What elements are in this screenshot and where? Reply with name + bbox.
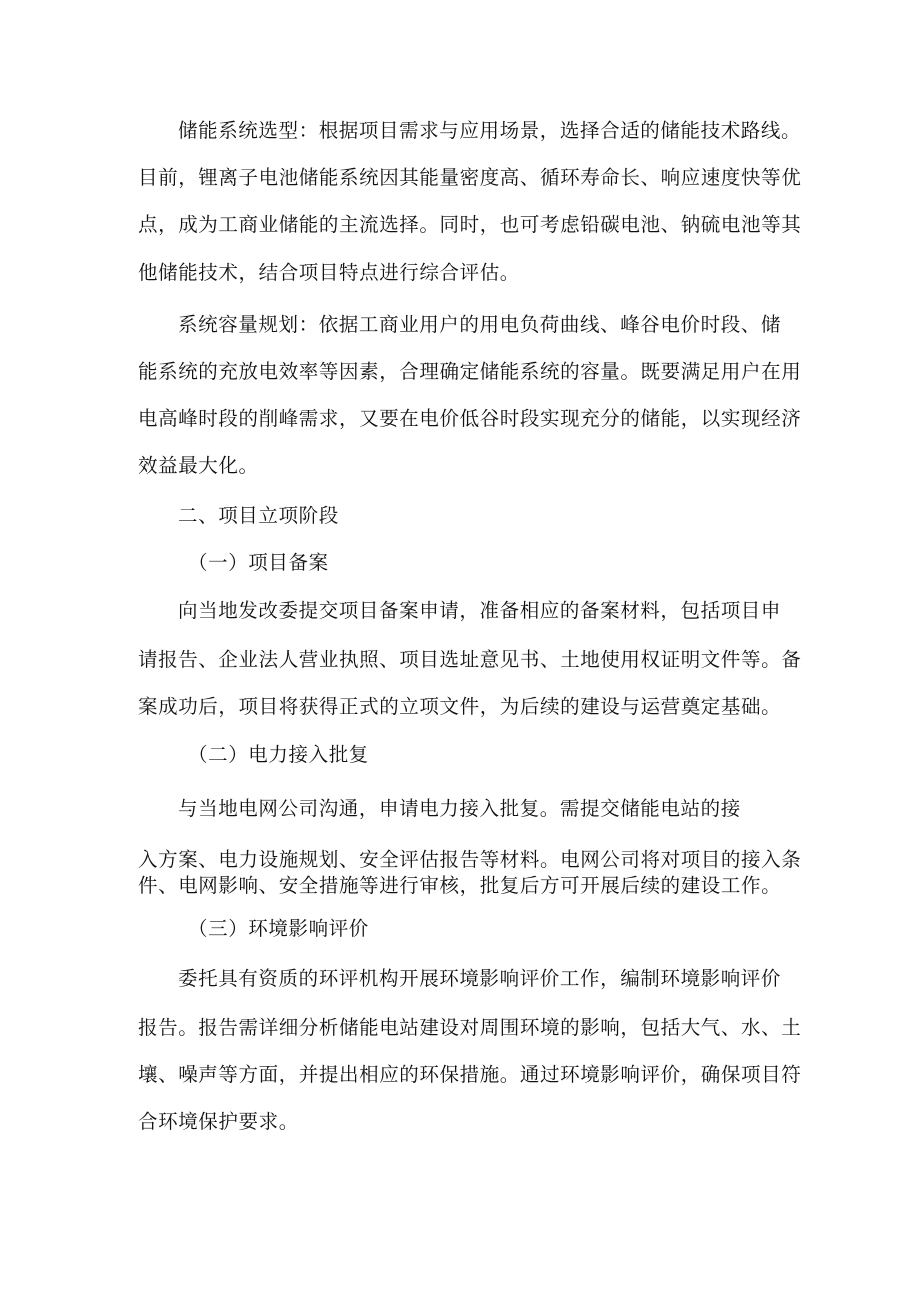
subheading-project-filing: （一）项目备案	[188, 551, 329, 574]
paragraph-1-line-4: 他储能技术，结合项目特点进行综合评估。	[138, 261, 520, 284]
paragraph-2-line-3: 电高峰时段的削峰需求，又要在电价低谷时段实现充分的储能，以实现经济	[138, 407, 802, 430]
subheading-environmental-assessment: （三）环境影响评价	[188, 917, 369, 940]
paragraph-1-line-3: 点，成为工商业储能的主流选择。同时，也可考虑铅碳电池、钠硫电池等其	[138, 213, 802, 236]
paragraph-5-line-1: 委托具有资质的环评机构开展环境影响评价工作，编制环境影响评价	[178, 967, 782, 990]
section-heading: 二、项目立项阶段	[178, 504, 339, 527]
paragraph-5-line-2: 报告。报告需详细分析储能电站建设对周围环境的影响，包括大气、水、土	[138, 1016, 802, 1039]
paragraph-3-line-2: 请报告、企业法人营业执照、项目选址意见书、土地使用权证明文件等。备	[138, 648, 802, 671]
paragraph-5-line-4: 合环境保护要求。	[138, 1110, 299, 1133]
paragraph-2-line-2: 能系统的充放电效率等因素，合理确定储能系统的容量。既要满足用户在用	[138, 360, 802, 383]
paragraph-2-line-1: 系统容量规划：依据工商业用户的用电负荷曲线、峰谷电价时段、储	[178, 313, 782, 336]
paragraph-3-line-1: 向当地发改委提交项目备案申请，准备相应的备案材料，包括项目申	[178, 599, 782, 622]
subheading-grid-access: （二）电力接入批复	[188, 743, 369, 766]
paragraph-4-line-3: 件、电网影响、安全措施等进行审核，批复后方可开展后续的建设工作。	[138, 874, 782, 897]
paragraph-4-line-2: 入方案、电力设施规划、安全评估报告等材料。电网公司将对项目的接入条	[138, 848, 802, 871]
paragraph-5-line-3: 壤、噪声等方面，并提出相应的环保措施。通过环境影响评价，确保项目符	[138, 1063, 802, 1086]
paragraph-3-line-3: 案成功后，项目将获得正式的立项文件，为后续的建设与运营奠定基础。	[138, 695, 782, 718]
paragraph-1-line-1: 储能系统选型：根据项目需求与应用场景，选择合适的储能技术路线。	[178, 119, 802, 142]
paragraph-4-line-1: 与当地电网公司沟通，申请电力接入批复。需提交储能电站的接	[178, 797, 741, 820]
paragraph-1-line-2: 目前，锂离子电池储能系统因其能量密度高、循环寿命长、响应速度快等优	[138, 166, 802, 189]
paragraph-2-line-4: 效益最大化。	[138, 454, 259, 477]
